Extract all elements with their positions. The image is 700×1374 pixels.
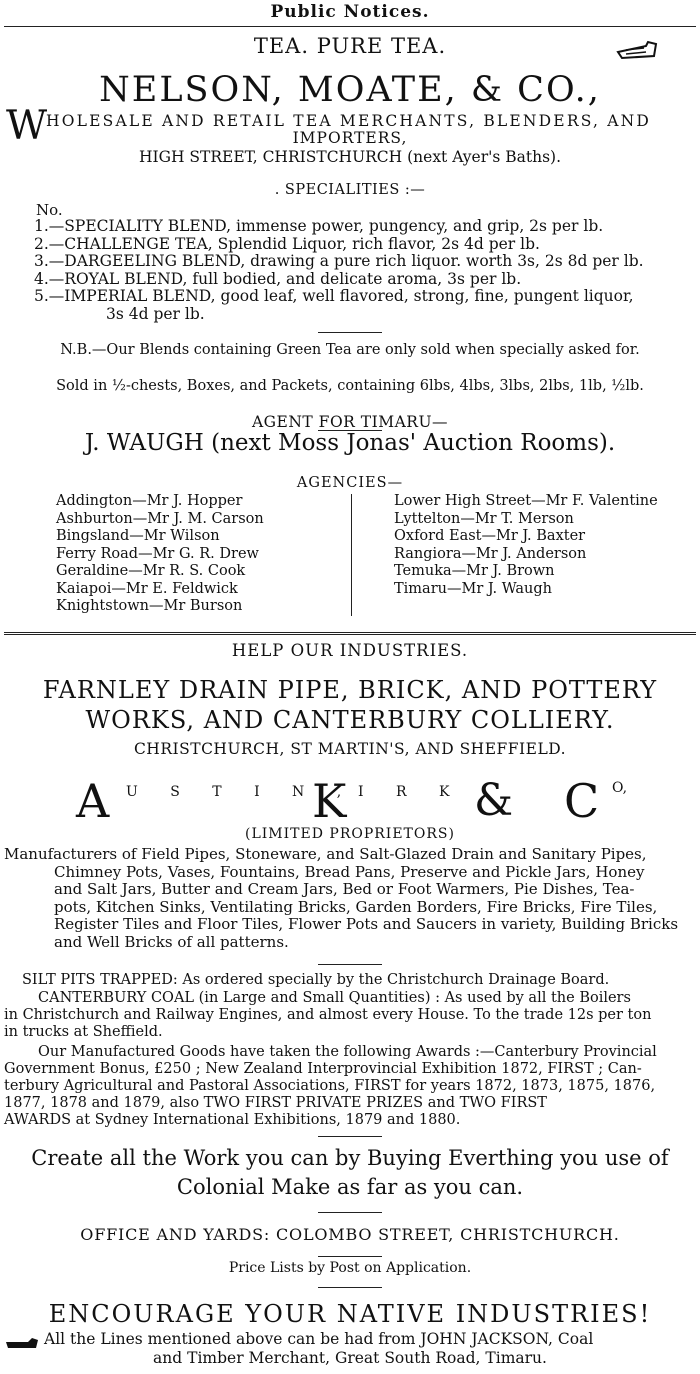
coal-line: in Christchurch and Railway Engines, and almost every House. To the trade 12s per ton <box>4 1007 652 1023</box>
agency-item: Temuka—Mr J. Brown <box>394 563 555 579</box>
agencies-heading: AGENCIES— <box>296 475 404 491</box>
manufacturers-list <box>4 846 696 951</box>
specialities-heading: . SPECIALITIES :— <box>274 182 426 198</box>
short-rule <box>318 1212 382 1213</box>
short-rule <box>318 332 382 333</box>
speciality-item: 2.—CHALLENGE TEA, Splendid Liquor, rich flavor, 2s 4d per lb. <box>34 234 540 253</box>
help-industries: HELP OUR INDUSTRIES. <box>231 641 469 660</box>
tea-address: HIGH STREET, CHRISTCHURCH (next Ayer's Baths). <box>138 148 562 166</box>
create-work-line-1: Create all the Work you can by Buying Everthing you use of <box>31 1146 669 1170</box>
manufacturers-line: Manufacturers of Field Pipes, Stoneware, and Salt-Glazed Drain and Sanitary Pipes, <box>4 845 647 863</box>
coal-paragraph <box>4 990 696 1041</box>
manufacturers-line: and Salt Jars, Butter and Cream Jars, Bed or Foot Warmers, Pie Dishes, Tea- <box>54 880 635 898</box>
awards-paragraph <box>4 1044 696 1129</box>
coal-line: in trucks at Sheffield. <box>4 1024 163 1040</box>
short-rule <box>318 964 382 965</box>
speciality-item: 4.—ROYAL BLEND, full bodied, and delicate aroma, 3s per lb. <box>34 269 522 288</box>
agency-item: Ashburton—Mr J. M. Carson <box>56 510 264 527</box>
silt-pits: SILT PITS TRAPPED: As ordered specially by the Christchurch Drainage Board. <box>22 972 610 988</box>
short-rule <box>318 1287 382 1288</box>
awards-line: Our Manufactured Goods have taken the following Awards :—Canterbury Provincial <box>38 1044 657 1060</box>
ad-separator <box>4 632 696 635</box>
agency-item: Oxford East—Mr J. Baxter <box>394 528 586 544</box>
create-work-line-2: Colonial Make as far as you can. <box>176 1175 524 1199</box>
tea-description-2: IMPORTERS, <box>292 129 408 147</box>
header-rule <box>4 26 696 27</box>
agent-for: AGENT FOR TIMARU— <box>251 413 449 431</box>
office-yards: OFFICE AND YARDS: COLOMBO STREET, CHRISTCHURCH. <box>80 1225 620 1244</box>
agency-item: Ferry Road—Mr G. R. Drew <box>56 545 259 562</box>
encourage-industries: ENCOURAGE YOUR NATIVE INDUSTRIES! <box>48 1300 652 1328</box>
manufacturers-line: pots, Kitchen Sinks, Ventilating Bricks, Garden Borders, Fire Bricks, Fire Tiles, <box>54 897 658 916</box>
tea-line: TEA. PURE TEA. <box>253 34 447 58</box>
awards-line: AWARDS at Sydney International Exhibitions, 1879 and 1880. <box>4 1112 461 1128</box>
firm-o: O, <box>612 780 628 796</box>
agency-item: Kaiapoi—Mr E. Feldwick <box>56 580 238 597</box>
no-label: No. <box>36 201 63 219</box>
manufacturers-line: and Well Bricks of all patterns. <box>54 932 289 951</box>
agencies-right-column <box>394 493 658 598</box>
firm-ampersand: & <box>474 775 514 826</box>
firm-letter-c: C <box>564 774 600 828</box>
awards-line: Government Bonus, £250 ; New Zealand Interprovincial Exhibition 1872, FIRST ; Can- <box>4 1061 642 1077</box>
speciality-item: 5.—IMPERIAL BLEND, good leaf, well flavored, strong, fine, pungent liquor, <box>34 287 634 305</box>
short-rule <box>318 1256 382 1257</box>
pointing-hand-icon <box>616 40 658 60</box>
agency-item: Timaru—Mr J. Waugh <box>394 580 553 597</box>
sold-note: Sold in ½-chests, Boxes, and Packets, containing 6lbs, 4lbs, 3lbs, 2lbs, 1lb, ½lb. <box>56 378 644 394</box>
farnley-title-1: FARNLEY DRAIN PIPE, BRICK, AND POTTERY <box>42 676 658 704</box>
tea-description: HOLESALE AND RETAIL TEA MERCHANTS, BLENDERS, AND <box>46 112 651 130</box>
section-header: Public Notices. <box>270 2 430 22</box>
agency-item: Knightstown—Mr Burson <box>56 598 243 614</box>
proprietors: (LIMITED PROPRIETORS) <box>245 826 455 842</box>
agency-item: Bingsland—Mr Wilson <box>56 528 220 544</box>
nb-note: N.B.—Our Blends containing Green Tea are only sold when specially asked for. <box>60 342 640 358</box>
speciality-item: 3s 4d per lb. <box>106 304 205 323</box>
speciality-item: 3.—DARGEELING BLEND, drawing a pure rich liquor. worth 3s, 2s 8d per lb. <box>34 252 644 270</box>
firm-letter-a: A <box>76 774 110 828</box>
coal-line: CANTERBURY COAL (in Large and Small Quantities) : As used by all the Boilers <box>38 990 631 1006</box>
agency-item: Geraldine—Mr R. S. Cook <box>56 563 246 579</box>
agency-item: Rangiora—Mr J. Anderson <box>394 545 587 562</box>
agencies-left-column <box>56 493 264 616</box>
drop-cap-w: W <box>6 103 48 149</box>
manufacturers-line: Chimney Pots, Vases, Fountains, Bread Pans, Preserve and Pickle Jars, Honey <box>54 862 645 881</box>
agent-name: J. WAUGH (next Moss Jonas' Auction Rooms). <box>84 430 616 456</box>
tea-firm-name: NELSON, MOATE, & CO., <box>99 70 601 110</box>
price-lists: Price Lists by Post on Application. <box>228 1260 472 1276</box>
speciality-item: 1.—SPECIALITY BLEND, immense power, pungency, and grip, 2s per lb. <box>34 217 604 235</box>
lines-mentioned-2: and Timber Merchant, Great South Road, Timaru. <box>153 1349 547 1367</box>
agency-item: Lyttelton—Mr T. Merson <box>394 510 574 527</box>
awards-line: terbury Agricultural and Pastoral Associations, FIRST for years 1872, 1873, 1875, 1876, <box>4 1078 656 1094</box>
short-rule <box>318 1136 382 1137</box>
manufacturers-line: Register Tiles and Floor Tiles, Flower Pots and Saucers in variety, Building Bricks <box>54 915 679 933</box>
farnley-title-2: WORKS, AND CANTERBURY COLLIERY. <box>85 706 615 734</box>
firm-letter-k: K <box>312 774 347 828</box>
farnley-locations: CHRISTCHURCH, ST MARTIN'S, AND SHEFFIELD. <box>133 740 567 758</box>
agency-item: Lower High Street—Mr F. Valentine <box>394 493 658 509</box>
firm-irk: I R K <box>358 784 464 800</box>
agencies-divider <box>351 494 352 616</box>
awards-line: 1877, 1878 and 1879, also TWO FIRST PRIVATE PRIZES and TWO FIRST <box>4 1095 547 1111</box>
lines-mentioned-1: All the Lines mentioned above can be had from JOHN JACKSON, Coal <box>44 1330 594 1348</box>
specialities-list <box>34 218 644 323</box>
agency-item: Addington—Mr J. Hopper <box>56 493 243 509</box>
firm-ustin: U S T I N , <box>126 784 356 800</box>
